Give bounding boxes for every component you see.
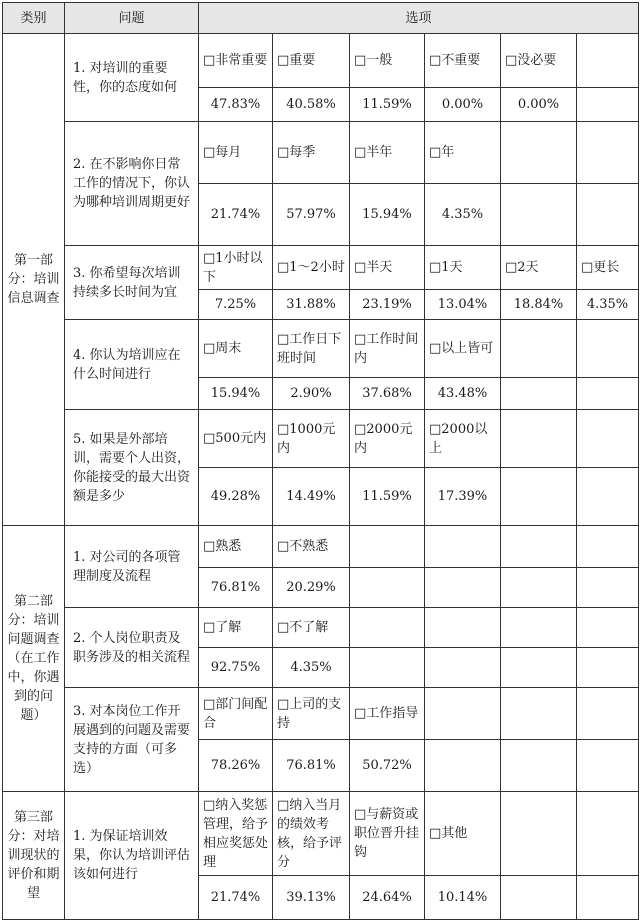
option-checkbox[interactable]: □重要 [273,34,350,88]
question-options-row [3,688,639,740]
question-text: 5. 如果是外部培训，需要个人出资，你能接受的最大出资额是多少 [65,410,199,526]
option-percent: 20.29% [273,568,350,608]
option-checkbox[interactable]: □半年 [350,122,425,184]
option-checkbox [501,410,577,468]
question-options-row [3,608,639,648]
option-checkbox[interactable]: □纳入当月的绩效考核，给予评分 [273,792,350,876]
option-checkbox[interactable]: □1小时以下 [199,246,273,290]
option-percent: 15.94% [199,378,273,410]
question-options-row [3,792,639,876]
option-checkbox [425,526,501,568]
option-percent: 10.14% [425,876,501,920]
option-checkbox[interactable]: □与薪资或职位晋升挂钩 [350,792,425,876]
option-checkbox[interactable]: □周末 [199,320,273,378]
option-checkbox[interactable]: □熟悉 [199,526,273,568]
question-text: 1. 对公司的各项管理制度及流程 [65,526,199,608]
option-percent: 14.49% [273,468,350,526]
option-percent [425,740,501,792]
option-percent: 2.90% [273,378,350,410]
option-checkbox [501,122,577,184]
option-percent [577,184,639,246]
option-checkbox [577,608,639,648]
option-checkbox[interactable]: □没必要 [501,34,577,88]
question-header: 问题 [65,3,199,34]
category-header: 类别 [3,3,65,34]
option-percent [350,568,425,608]
option-checkbox[interactable]: □以上皆可 [425,320,501,378]
section-title: 第二部分：培训问题调查（在工作中，你遇到的问题） [3,526,65,792]
question-options-row [3,34,639,88]
option-checkbox[interactable]: □每季 [273,122,350,184]
option-percent: 37.68% [350,378,425,410]
option-checkbox[interactable]: □半天 [350,246,425,290]
option-checkbox [501,526,577,568]
option-percent [501,184,577,246]
question-options-row [3,410,639,468]
question-text: 2. 个人岗位职责及职务涉及的相关流程 [65,608,199,688]
option-percent: 43.48% [425,378,501,410]
option-percent: 57.97% [273,184,350,246]
option-percent: 0.00% [425,88,501,122]
question-text: 4. 你认为培训应在什么时间进行 [65,320,199,410]
option-checkbox[interactable]: □1天 [425,246,501,290]
option-percent: 24.64% [350,876,425,920]
option-percent: 18.84% [501,290,577,320]
option-percent: 50.72% [350,740,425,792]
option-checkbox [501,688,577,740]
option-percent: 21.74% [199,876,273,920]
option-checkbox[interactable]: □工作日下班时间 [273,320,350,378]
option-percent: 11.59% [350,88,425,122]
question-options-row [3,320,639,378]
option-percent [425,568,501,608]
survey-table [2,2,639,920]
option-checkbox [577,688,639,740]
question-text: 1. 为保证培训效果，你认为培训评估该如何进行 [65,792,199,920]
option-percent: 39.13% [273,876,350,920]
section-title: 第三部分：对培训现状的评价和期望 [3,792,65,920]
option-checkbox[interactable]: □一般 [350,34,425,88]
option-checkbox [577,526,639,568]
option-percent: 49.28% [199,468,273,526]
option-checkbox [577,34,639,88]
option-checkbox [350,526,425,568]
option-percent: 78.26% [199,740,273,792]
option-checkbox [425,688,501,740]
option-checkbox [577,320,639,378]
option-checkbox[interactable]: □2天 [501,246,577,290]
option-checkbox[interactable]: □2000以上 [425,410,501,468]
option-percent: 4.35% [425,184,501,246]
option-checkbox [577,792,639,876]
option-percent: 21.74% [199,184,273,246]
option-percent: 47.83% [199,88,273,122]
option-checkbox[interactable]: □部门间配合 [199,688,273,740]
option-percent [577,740,639,792]
option-checkbox [425,608,501,648]
header-row [3,3,639,34]
option-percent [425,648,501,688]
option-checkbox[interactable]: □1～2小时 [273,246,350,290]
option-checkbox [501,792,577,876]
option-checkbox[interactable]: □不熟悉 [273,526,350,568]
question-text: 3. 对本岗位工作开展遇到的问题及需要支持的方面（可多选） [65,688,199,792]
option-percent [501,740,577,792]
question-options-row [3,246,639,290]
options-header: 选项 [199,3,639,34]
option-checkbox [577,410,639,468]
survey-body [3,34,639,920]
option-percent [577,88,639,122]
option-checkbox[interactable]: □非常重要 [199,34,273,88]
option-checkbox[interactable]: □500元内 [199,410,273,468]
question-text: 2. 在不影响你日常工作的情况下，你认为哪种培训周期更好 [65,122,199,246]
question-text: 1. 对培训的重要性，你的态度如何 [65,34,199,122]
option-percent [577,468,639,526]
option-checkbox[interactable]: □纳入奖惩管理，给予相应奖惩处理 [199,792,273,876]
option-percent [350,648,425,688]
question-options-row [3,526,639,568]
option-percent: 92.75% [199,648,273,688]
option-checkbox[interactable]: □每月 [199,122,273,184]
option-percent: 11.59% [350,468,425,526]
option-checkbox[interactable]: □了解 [199,608,273,648]
option-percent [577,568,639,608]
option-checkbox[interactable]: □工作时间内 [350,320,425,378]
option-percent: 15.94% [350,184,425,246]
option-checkbox[interactable]: □更长 [577,246,639,290]
option-percent: 40.58% [273,88,350,122]
option-percent: 7.25% [199,290,273,320]
option-checkbox [350,608,425,648]
option-percent: 4.35% [577,290,639,320]
option-checkbox[interactable]: □不了解 [273,608,350,648]
option-checkbox [501,608,577,648]
option-percent [577,876,639,920]
question-text: 3. 你希望每次培训持续多长时间为宜 [65,246,199,320]
question-options-row [3,122,639,184]
option-checkbox [577,122,639,184]
option-percent: 4.35% [273,648,350,688]
option-checkbox[interactable]: □不重要 [425,34,501,88]
option-percent [501,648,577,688]
option-checkbox[interactable]: □上司的支持 [273,688,350,740]
option-percent: 0.00% [501,88,577,122]
option-percent [501,568,577,608]
option-percent: 13.04% [425,290,501,320]
option-checkbox[interactable]: □工作指导 [350,688,425,740]
option-percent: 23.19% [350,290,425,320]
option-percent [501,468,577,526]
option-percent: 76.81% [199,568,273,608]
option-percent [577,648,639,688]
option-checkbox[interactable]: □2000元内 [350,410,425,468]
option-percent [501,876,577,920]
option-checkbox[interactable]: □1000元内 [273,410,350,468]
option-percent [577,378,639,410]
option-checkbox [501,320,577,378]
option-percent: 76.81% [273,740,350,792]
option-percent: 31.88% [273,290,350,320]
option-checkbox[interactable]: □其他 [425,792,501,876]
section-title: 第一部分：培训信息调查 [3,34,65,526]
option-percent: 17.39% [425,468,501,526]
option-percent [501,378,577,410]
option-checkbox[interactable]: □年 [425,122,501,184]
